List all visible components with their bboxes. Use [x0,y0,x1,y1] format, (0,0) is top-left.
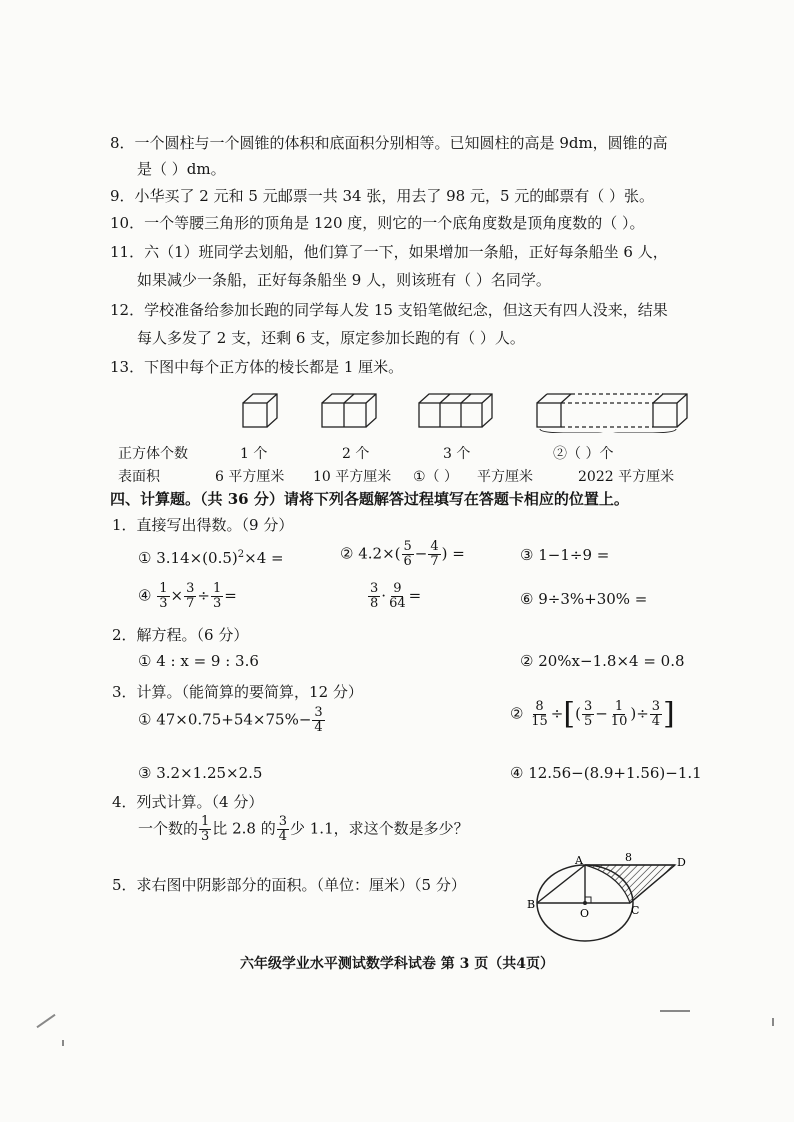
area-1: 6 平方厘米 [215,469,285,485]
problem-11-line2: 如果减少一条船，正好每条船坐 9 人，则该班有（ ）名同学。 [137,271,551,289]
problem-11-line1: 11．六（1）班同学去划船，他们算了一下，如果增加一条船，正好每条船坐 6 人， [110,243,668,261]
count-2: 2 个 [342,446,370,462]
p2-a: ① 4 : x = 9 : 3.6 [138,652,259,670]
scan-mark-dot [62,1040,64,1046]
area-2: 10 平方厘米 [313,469,392,485]
cube-n [537,394,687,433]
problem-13: 13．下图中每个正方体的棱长都是 1 厘米。 [110,358,404,376]
scan-mark-right-dot [772,1018,774,1026]
problem-8-line2: 是（ ）dm。 [137,160,226,178]
page-footer: 六年级学业水平测试数学科试卷 第 3 页（共4页） [239,956,555,972]
p3-b: ② $\frac{8}{15}$ ÷[( $\frac{3}{5}$ − $\frac{1}{10}$ )÷ $\frac{3}{4}$ ] [510,696,675,732]
p2-title: 2．解方程。（6 分） [112,626,249,644]
count-1: 1 个 [240,446,268,462]
problem-12-line1: 12．学校准备给参加长跑的同学每人发 15 支铅笔做纪念，但这天有四人没来，结果 [110,301,668,319]
p1-b: ② 4.2×( $\frac{5}{6}$ − $\frac{4}{7}$ ) = [340,539,465,569]
cube-2 [322,394,376,427]
p1-d: ④ $\frac{1}{3}$ × $\frac{3}{7}$ ÷ $\frac{1}{3}$ = [138,581,237,611]
cube-3 [419,394,492,427]
area-3-blank: ①（ ） [413,469,459,485]
row-label-area: 表面积 [118,469,160,485]
p1-title: 1．直接写出得数。（9 分） [112,516,294,534]
count-n: ②（ ）个 [553,446,614,462]
label-B: B [527,898,536,911]
cube-1 [243,394,277,427]
area-3-unit: 平方厘米 [477,469,533,485]
p3-title: 3．计算。（能简算的要简算，12 分） [112,683,363,701]
shaded-area-figure [525,850,710,945]
cube-figures [0,393,794,433]
area-n: 2022 平方厘米 [578,469,675,485]
label-A: A [575,854,583,867]
problem-12-line2: 每人多发了 2 支，还剩 6 支，原定参加长跑的有（ ）人。 [137,329,525,347]
label-D: D [677,856,686,869]
shaded-region [585,865,675,903]
problem-9: 9．小华买了 2 元和 5 元邮票一共 34 张，用去了 98 元，5 元的邮票有（ ）张。 [110,187,655,205]
p1-e: $\frac{3}{8}$ · $\frac{9}{64}$ = [370,581,422,611]
p2-b: ② 20%x−1.8×4 = 0.8 [520,652,685,670]
p1-f: ⑥ 9÷3%+30% = [520,590,648,608]
p5-title: 5．求右图中阴影部分的面积。（单位：厘米）（5 分） [112,876,466,894]
p1-c: ③ 1−1÷9 = [520,546,610,564]
problem-8-line1: 8．一个圆柱与一个圆锥的体积和底面积分别相等。已知圆柱的高是 9dm，圆锥的高 [110,134,668,152]
scan-mark-left [36,1014,55,1028]
p3-c: ③ 3.2×1.25×2.5 [138,764,263,782]
label-length: 8 [625,851,632,864]
section4-heading: 四、计算题。（共 36 分）请将下列各题解答过程填写在答题卡相应的位置上。 [110,490,629,508]
scan-mark-right [660,1010,690,1012]
p4-title: 4．列式计算。（4 分） [112,793,264,811]
problem-10: 10．一个等腰三角形的顶角是 120 度，则它的一个底角度数是顶角度数的（ ）。 [110,214,645,232]
p4-text: 一个数的 $\frac{1}{3}$ 比 2.8 的 $\frac{3}{4}$ 少 1.1，求这个数是多少？ [138,814,469,844]
label-O: O [580,907,590,920]
p3-a: ① 47×0.75+54×75%− $\frac{3}{4}$ [138,705,323,735]
label-C: C [631,904,640,917]
count-3: 3 个 [443,446,471,462]
p3-d: ④ 12.56−(8.9+1.56)−1.1 [510,764,702,782]
row-label-count: 正方体个数 [118,446,188,462]
p1-a: ① $3.14\times(0.5)^2\times 4$ = [138,549,284,567]
